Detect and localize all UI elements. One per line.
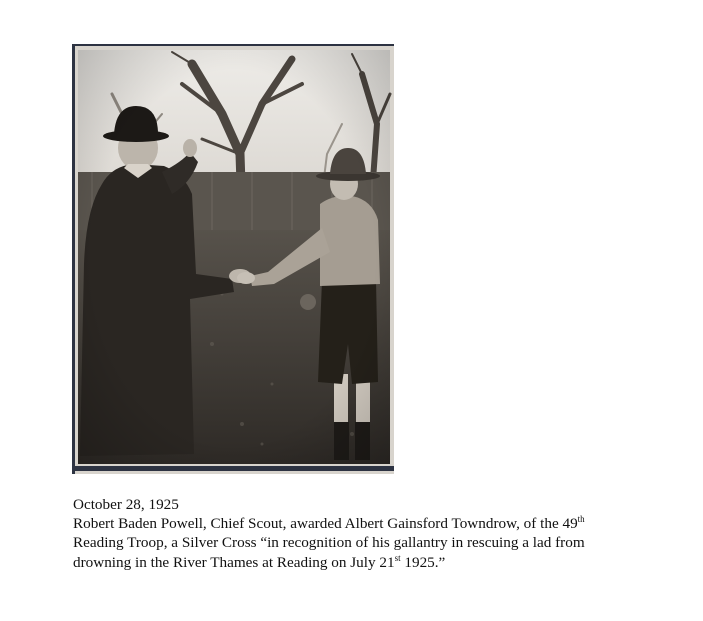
photograph bbox=[72, 44, 394, 474]
caption-date: October 28, 1925 bbox=[73, 496, 179, 513]
caption-line-2: Reading Troop, a Silver Cross “in recognition of his gallantry in rescuing a lad from bbox=[73, 534, 585, 552]
caption-line-1-text: Robert Baden Powell, Chief Scout, awarded Albert Gainsford Towndrow, of the 49 bbox=[73, 515, 578, 533]
photo-bottom-edge bbox=[72, 466, 394, 471]
caption-line-3 bbox=[73, 553, 673, 572]
photo-illustration bbox=[72, 44, 394, 474]
caption-line-1 bbox=[73, 514, 673, 533]
caption-line-3-end: 1925.” bbox=[400, 553, 446, 571]
photo-top-edge bbox=[72, 44, 394, 46]
caption-ordinal-st: st bbox=[394, 552, 401, 563]
photo-vignette bbox=[78, 50, 390, 464]
caption-line-3-text: drowning in the River Thames at Reading on July 21 bbox=[73, 553, 395, 571]
photo-caption bbox=[73, 495, 673, 572]
caption-ordinal-th: th bbox=[577, 514, 585, 525]
photo-left-edge bbox=[72, 44, 75, 474]
